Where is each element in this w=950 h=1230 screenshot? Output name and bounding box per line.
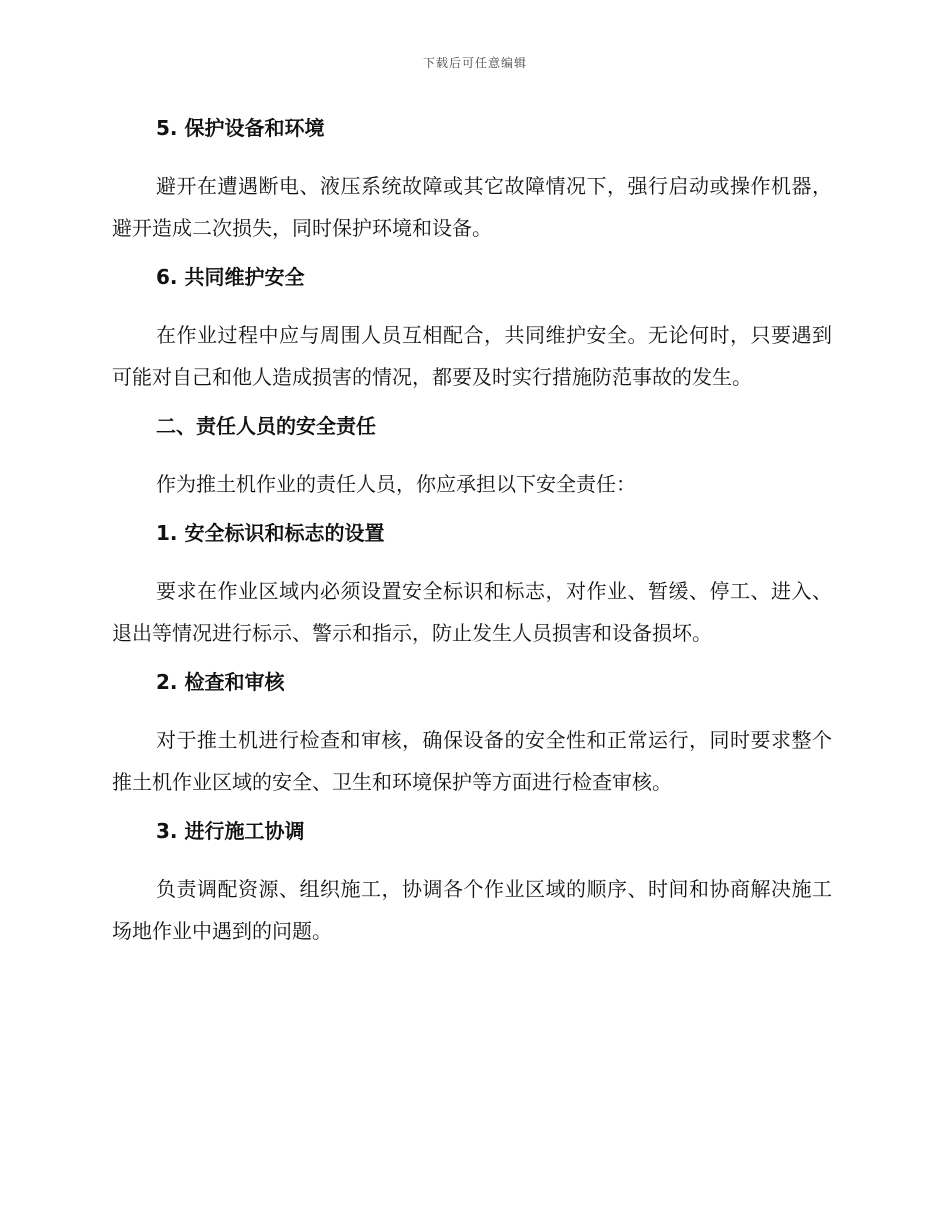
section-heading-5: 5. 保护设备和环境 bbox=[156, 116, 325, 140]
paragraph-maintain-safety: 在作业过程中应与周围人员互相配合，共同维护安全。无论何时，只要遇到可能对自己和他人造成损害的情况，都要及时实行措施防范事故的发生。 bbox=[112, 323, 832, 389]
paragraph-protect-equipment: 避开在遭遇断电、液压系统故障或其它故障情况下，强行启动或操作机器，避开造成二次损失，同时保护环境和设备。 bbox=[112, 174, 832, 240]
section-heading-2: 2. 检查和审核 bbox=[156, 670, 285, 694]
paragraph-safety-signs: 要求在作业区域内必须设置安全标识和标志，对作业、暂缓、停工、进入、退出等情况进行标示、警示和指示，防止发生人员损害和设备损坏。 bbox=[112, 579, 832, 645]
section-heading-1: 1. 安全标识和标志的设置 bbox=[156, 521, 385, 545]
header-note: 下载后可任意编辑 bbox=[422, 56, 527, 70]
paragraph-responsibility-intro: 作为推土机作业的责任人员，你应承担以下安全责任： bbox=[156, 472, 636, 496]
paragraph-inspection: 对于推土机进行检查和审核，确保设备的安全性和正常运行，同时要求整个推土机作业区域的安全、卫生和环境保护等方面进行检查审核。 bbox=[112, 728, 832, 794]
paragraph-coordination: 负责调配资源、组织施工，协调各个作业区域的顺序、时间和协商解决施工场地作业中遇到的问题。 bbox=[112, 877, 832, 943]
section-heading-3: 3. 进行施工协调 bbox=[156, 819, 305, 843]
document-body bbox=[112, 112, 832, 952]
chapter-heading-responsibility: 二、责任人员的安全责任 bbox=[156, 414, 376, 438]
section-heading-6: 6. 共同维护安全 bbox=[156, 265, 305, 289]
